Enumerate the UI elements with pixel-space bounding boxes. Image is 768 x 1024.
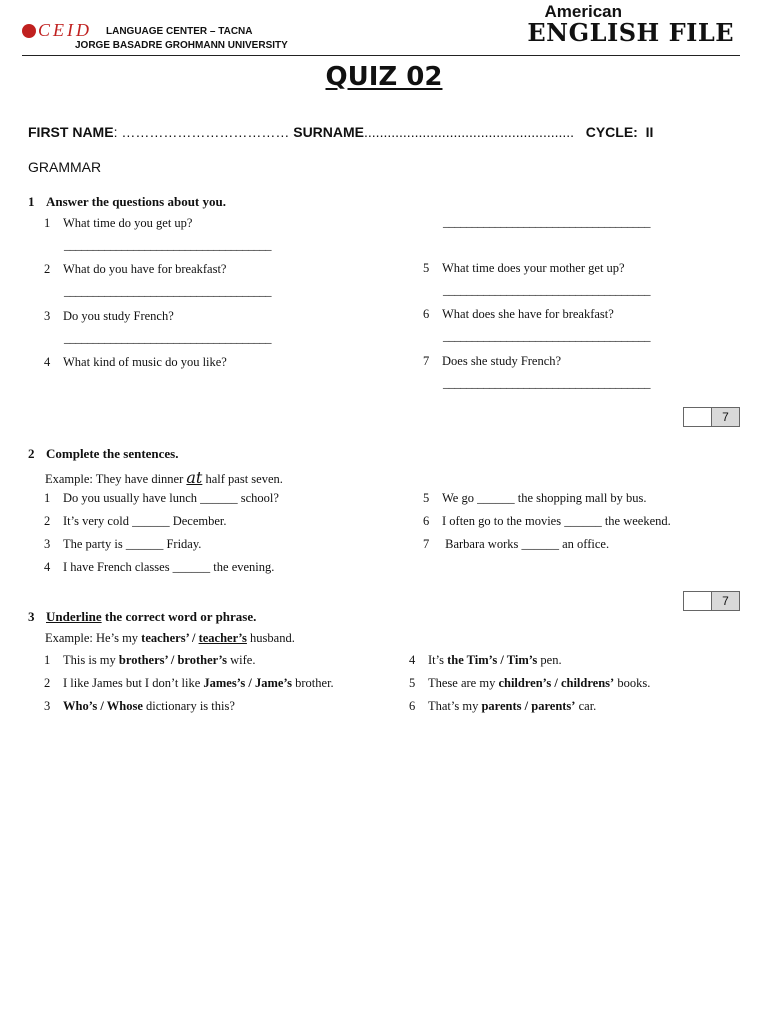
phrase-4: 4 It’s the Tim’s / Tim’s pen. — [409, 653, 562, 667]
answer-line-7[interactable]: ____________________________________ — [443, 376, 650, 390]
sentence-4: 4 I have French classes ______ the evening. — [44, 560, 275, 574]
phrase-options[interactable]: the Tim’s / Tim’s — [447, 653, 538, 667]
header-divider — [22, 55, 740, 56]
question-7: 7 Does she study French? — [423, 354, 562, 368]
brand-american: American — [544, 2, 622, 21]
sentence-7: 7 Barbara works ______ an office. — [423, 537, 610, 551]
sentence-3: 3 The party is ______ Friday. — [44, 537, 202, 551]
question-1: 1 What time do you get up? — [44, 216, 193, 230]
question-2: 2 What do you have for breakfast? — [44, 262, 227, 276]
phrase-options[interactable]: James’s / Jame’s — [203, 676, 293, 690]
section2-heading: 2 Complete the sentences. — [28, 446, 179, 461]
score-input[interactable] — [684, 592, 712, 610]
cycle-label: CYCLE: — [585, 124, 638, 140]
answer-line-3[interactable]: ____________________________________ — [64, 331, 271, 345]
student-info-bar — [28, 124, 653, 140]
section3-heading: 3 Underline the correct word or phrase. — [28, 609, 257, 624]
sentence-1: 1 Do you usually have lunch ______ school? — [44, 491, 279, 505]
question-4: 4 What kind of music do you like? — [44, 355, 227, 369]
section3-example: Example: He’s my teachers’ / teacher’s husband. — [45, 631, 295, 645]
ceid-logo: CEID — [22, 16, 92, 42]
section2-score-box — [683, 591, 740, 611]
example-answer: at — [186, 468, 203, 487]
question-3: 3 Do you study French? — [44, 309, 174, 323]
first-name-label: FIRST NAME — [28, 124, 114, 140]
surname-field[interactable]: ...................................................... — [364, 124, 575, 140]
question-6: 6 What does she have for breakfast? — [423, 307, 614, 321]
section2-example: Example: They have dinner at half past seven. — [45, 468, 283, 487]
score-max: 7 — [712, 408, 739, 426]
section1-heading: 1 Answer the questions about you. — [28, 194, 226, 209]
phrase-options[interactable]: children’s / childrens’ — [498, 676, 615, 690]
sentence-2: 2 It’s very cold ______ December. — [44, 514, 227, 528]
score-max: 7 — [712, 592, 739, 610]
sentence-6: 6 I often go to the movies ______ the weekend. — [423, 514, 671, 528]
phrase-3: 3 Who’s / Whose dictionary is this? — [44, 699, 235, 713]
phrase-options[interactable]: Who’s / Whose — [63, 699, 143, 713]
phrase-6: 6 That’s my parents / parents’ car. — [409, 699, 597, 713]
grammar-heading: GRAMMAR — [28, 159, 102, 175]
answer-line-2[interactable]: ____________________________________ — [64, 284, 271, 298]
university-name: JORGE BASADRE GROHMANN UNIVERSITY — [75, 40, 288, 51]
answer-line-4[interactable]: ____________________________________ — [443, 215, 650, 229]
cycle-value: II — [645, 124, 654, 140]
answer-line-6[interactable]: ____________________________________ — [443, 329, 650, 343]
page-title: QUIZ 02 — [325, 62, 443, 92]
phrase-2: 2 I like James but I don’t like James’s / Jame’s brother. — [44, 676, 334, 690]
phrase-1: 1 This is my brothers’ / brother’s wife. — [44, 653, 256, 667]
answer-line-1[interactable]: ____________________________________ — [64, 238, 271, 252]
question-5: 5 What time does your mother get up? — [423, 261, 625, 275]
phrase-5: 5 These are my children’s / childrens’ books. — [409, 676, 651, 690]
score-input[interactable] — [684, 408, 712, 426]
sentence-5: 5 We go ______ the shopping mall by bus. — [423, 491, 647, 505]
answer-line-5[interactable]: ____________________________________ — [443, 283, 650, 297]
section1-score-box — [683, 407, 740, 427]
first-name-field[interactable]: : ……………………………… — [113, 124, 290, 140]
surname-label: SURNAME — [293, 124, 365, 140]
phrase-options[interactable]: parents / parents’ — [481, 699, 576, 713]
phrase-options[interactable]: brothers’ / brother’s — [118, 653, 228, 667]
brand-english-file: ENGLISH FILE — [527, 18, 734, 47]
language-center-name: LANGUAGE CENTER – TACNA — [106, 26, 253, 37]
